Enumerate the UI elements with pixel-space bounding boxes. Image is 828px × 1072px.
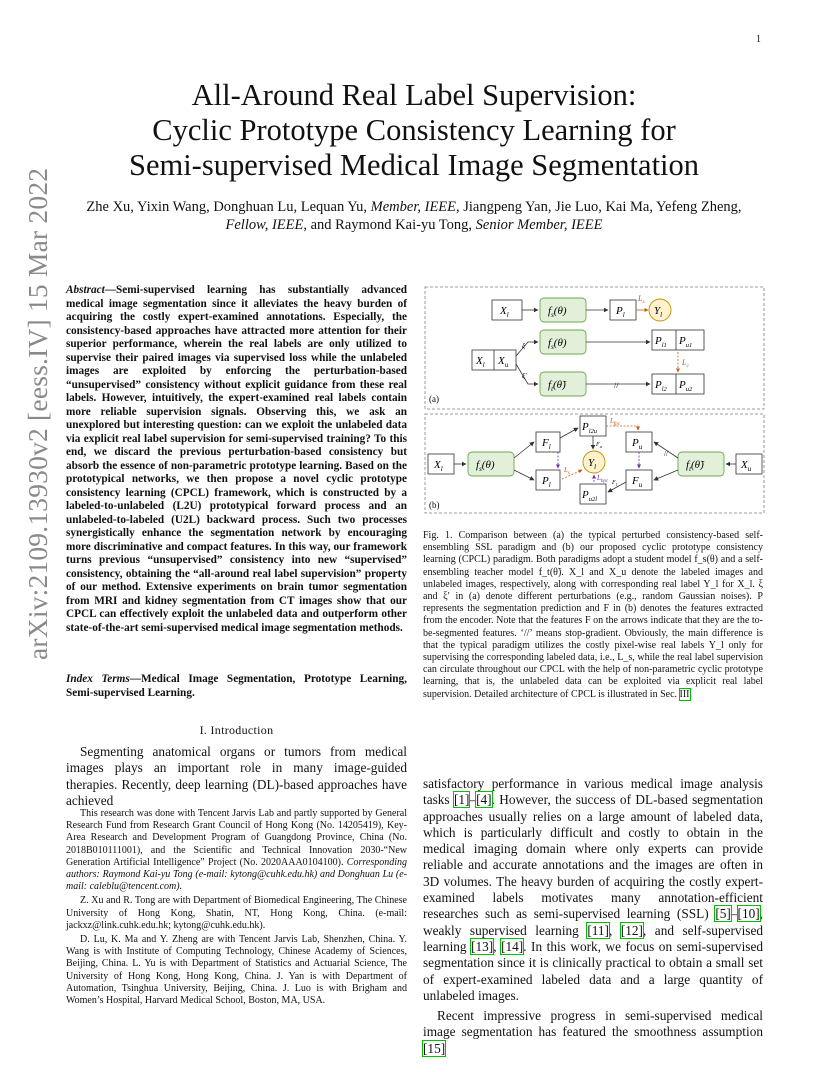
- svg-text:Pu1: $P_{u1}$: [679, 335, 693, 349]
- citation-4[interactable]: [4]: [476, 792, 492, 808]
- footnote-affiliation-1: Z. Xu and R. Tong are with Department of Biomedical Engineering, The Chinese University of Hong Kong, Shatin, NT, Hong Kong, China. (e-mail: jackxz@link.cuhk.edu.hk; kytong@cuhk.edu.hk).: [66, 895, 407, 931]
- svg-text:fs(θ): $f_s(\theta)$: [548, 337, 567, 351]
- caption-text: Fig. 1. Comparison between (a) the typical perturbed consistency-based self-ensembling SSL paradigm and (b) our proposed cyclic prototype consistency learning (CPCL) paradigm. Both paradigms adopt a student model f_s(θ) and a self-ensembling teacher model f_t(θ̃). X_l and X_u denote the labeled images and unlabeled images, respectively, along with corresponding real label Y_l for X_l. ξ and ξ′ in (a) denote different perturbations (e.g., random Gaussian noises). P represents the segmentation prediction and F in (b) denotes the features extracted from the encoder. Note that the features F on the arrows indicate that they are the to-be-segmented features. ‘//’ means stop-gradient. Obviously, the main difference is that the typical paradigm utilizes the costly pixel-wise real labels Y_l only for supervising the corresponding labeled data, i.e., L_s, while the real label supervision can circulate throughout our CPCL with the help of non-parametric cyclic prototype learning, that is, the unlabeled data can be exploited via explicit real label supervision. Detailed architecture of CPCL is illustrated in Sec.: [423, 530, 763, 700]
- author-membership: Member, IEEE: [370, 199, 457, 215]
- svg-text:Xl: $X_l$: [476, 355, 485, 369]
- svg-text:Lbpc: $L_{bpc}$: [597, 474, 609, 484]
- svg-text:Pl2u: $P_{l2u}$: [582, 421, 598, 435]
- abstract-lead: Abstract: [66, 284, 105, 296]
- svg-text:Yl: $Y_l$: [588, 457, 597, 471]
- svg-text:Pl: $P_l$: [616, 305, 625, 319]
- svg-text:Ls: $L_s$: [564, 466, 570, 476]
- index-terms: [66, 673, 407, 700]
- svg-text:ft(θ̃): $f_t(\thetã)$: [686, 459, 704, 473]
- citation-14[interactable]: [14]: [501, 938, 524, 954]
- svg-text:Fl: $F_l$: [612, 480, 617, 487]
- panel-a-frame: [425, 287, 764, 409]
- intro-right-p2: [423, 1008, 763, 1057]
- caption-end: .: [689, 688, 693, 700]
- svg-text:Pl1: $P_{l1}$: [655, 335, 667, 349]
- svg-text:Pl: $P_l$: [542, 475, 551, 489]
- intro-text: , and self-supervised learning: [423, 922, 763, 954]
- intro-text: –: [469, 792, 477, 808]
- svg-text:Xl: $X_l$: [434, 459, 443, 473]
- title-line-3: Semi-supervised Medical Image Segmentation: [128, 148, 700, 182]
- svg-text:fs(θ): $f_s(\theta)$: [476, 459, 495, 473]
- svg-text:Pu2l: $P_{u2l}$: [582, 489, 598, 503]
- svg-text:Fu: $F_u$: [596, 442, 602, 449]
- intro-text: . However, the success of DL-based segmentation approaches usually relies on a large amount of labeled data, which is particularly difficult and costly to obtain in the medical imaging domain where only experts can provide reliable and accurate annotations and the images are often in 3D volumes. The heavy burden of acquiring the costly expert-examined labels motivates many annotation-efficient researches such as semi-supervised learning (SSL): [423, 792, 763, 922]
- intro-text: ,: [493, 938, 502, 954]
- title-line-1: All-Around Real Label Supervision:: [191, 78, 637, 112]
- page-number: 1: [756, 34, 761, 45]
- abstract: [66, 284, 407, 635]
- paper-title: [60, 78, 768, 183]
- intro-text: , weakly supervised learning: [423, 906, 763, 938]
- author-names-3: , and Raymond Kai-yu Tong,: [303, 217, 476, 233]
- svg-text:ξ': ξ': [522, 372, 527, 380]
- svg-text:Lc: $L_c$: [682, 358, 689, 369]
- author-fellow: Fellow, IEEE: [225, 217, 304, 233]
- svg-text:fs(θ): $f_s(\theta)$: [548, 305, 567, 319]
- svg-text:Lfpc: $L_{fpc}$: [610, 417, 621, 427]
- abstract-text: —Semi-supervised learning has substantially advanced medical image segmentation since it alleviates the heavy burden of acquiring the costly expert-examined annotations. Especially, the consistency-based approaches have attracted more attention for their superior performance, wherein the real labels are only utilized to supervise their paired images via supervised loss while the unlabeled images are exploited by enforcing the perturbation-based “unsupervised” consistency without explicit guidance from these real labels. However, intuitively, the expert-examined real labels contain more reliable supervision signals. Observing this, we ask an unexplored but interesting question: can we exploit the unlabeled data via explicit real label supervision for semi-supervised training? To this end, we discard the previous perturbation-based consistency but absorb the essence of non-parametric prototype learning. Based on the prototypical networks, we then propose a novel cyclic prototype consistency learning (CPCL) framework, which is constructed by a labeled-to-unlabeled (L2U) prototypical forward process and an unlabeled-to-labeled (U2L) backward process. Such two processes synergistically enhance the segmentation network by encouraging more discriminative and compact features. In this way, our framework turns previous “unsupervised” consistency into new “supervised” consistency, obtaining the “all-around real label supervision” property of our method. Extensive experiments on brain tumor segmentation from MRI and kidney segmentation from CT images show that our CPCL can effectively exploit the unlabeled data and outperform other state-of-the-art semi-supervised medical image segmentation methods.: [66, 284, 407, 634]
- index-terms-text: —Medical Image Segmentation, Prototype Learning, Semi-supervised Learning.: [66, 673, 407, 699]
- arxiv-stamp-text: arXiv:2109.13930v2 [eess.IV] 15 Mar 2022: [22, 167, 53, 660]
- intro-text: Recent impressive progress in semi-supervised medical image segmentation has featured the smoothness assumption: [423, 1008, 763, 1040]
- title-line-2: Cyclic Prototype Consistency Learning for: [152, 113, 676, 147]
- panel-a: [472, 294, 704, 396]
- author-list: [60, 198, 768, 234]
- section-heading: I. Introduction: [199, 723, 274, 737]
- footnote-funding-text: This research was done with Tencent Jarvis Lab and partly supported by General Research Fund from Research Grant Council of Hong Kong (No. 14205419), Key-Area Research and Development Program of Guangdong Province, China (No. 2018B010111001), and the Scientific and Technical Innovation 2030-“New Generation Artificial Intelligence” Project (No. 2020AAA0104100).: [66, 808, 407, 868]
- svg-text:Xu: $X_u$: [741, 459, 752, 473]
- index-terms-lead: Index Terms: [66, 673, 130, 685]
- intro-paragraph-left: Segmenting anatomical organs or tumors from medical images plays an important role in many image-guided therapies. Recently, deep learning (DL)-based approaches have achieved: [66, 744, 407, 808]
- footnote-corresponding: Corresponding authors: Raymond Kai-yu Tong (e-mail: kytong@cuhk.edu.hk) and Donghuan Lu (e-mail: caleblu@tencent.com).: [66, 856, 407, 893]
- svg-text:ft(θ̃): $f_t(\thetã)$: [548, 379, 566, 393]
- citation-13[interactable]: [13]: [471, 938, 494, 954]
- author-names-1: Zhe Xu, Yixin Wang, Donghuan Lu, Lequan Yu,: [86, 199, 371, 215]
- citation-10[interactable]: [10]: [737, 906, 760, 922]
- citation-11[interactable]: [11]: [587, 922, 609, 938]
- panel-b-label: (b): [429, 500, 440, 510]
- citation-12[interactable]: [12]: [620, 922, 643, 938]
- svg-text:Fl: $F_l$: [542, 437, 551, 451]
- caption-section-ref[interactable]: III: [679, 688, 690, 700]
- svg-text:Pl2: $P_{l2}$: [655, 379, 667, 393]
- intro-text: satisfactory performance in various medical image analysis tasks: [423, 776, 763, 808]
- citation-1[interactable]: [1]: [453, 792, 470, 808]
- footnotes: [66, 808, 407, 1009]
- svg-text:Fu: $F_u$: [632, 475, 643, 489]
- svg-text://: //: [614, 381, 619, 390]
- figure-caption: [423, 530, 763, 701]
- footnote-funding: [66, 808, 407, 893]
- author-senior: Senior Member, IEEE: [475, 217, 603, 233]
- svg-text:Xu: $X_u$: [498, 355, 509, 369]
- svg-text://: //: [664, 450, 668, 458]
- intro-text: ,: [609, 922, 621, 938]
- svg-text:Ls: $L_s$: [638, 294, 645, 305]
- intro-right-p1: [423, 776, 763, 1004]
- author-names-2: , Jiangpeng Yan, Jie Luo, Kai Ma, Yefeng Zheng,: [456, 199, 742, 215]
- svg-text:Pu: $P_u$: [632, 437, 643, 451]
- citation-5[interactable]: [5]: [715, 906, 731, 922]
- intro-paragraph-right: [423, 776, 763, 1057]
- svg-text:Yl: $Y_l$: [654, 305, 663, 319]
- figure-1: [424, 286, 765, 514]
- svg-text:ξ: ξ: [522, 342, 525, 350]
- panel-b: [428, 416, 762, 504]
- intro-text: . In this work, we focus on semi-supervised segmentation since it is clinically practical to obtain a small set of expert-examined labeled data and a large quantity of unlabeled images.: [423, 938, 764, 1003]
- citation-15[interactable]: [15]: [423, 1040, 446, 1056]
- svg-text:Xl: $X_l$: [500, 305, 509, 319]
- svg-text:Pu2: $P_{u2}$: [679, 379, 693, 393]
- footnote-affiliation-2: D. Lu, K. Ma and Y. Zheng are with Tencent Jarvis Lab, Shenzhen, China. Y. Wang is with Institute of Computing Technology, Chinese Academy of Sciences, Beijing, China. L. Yu is with Department of Statistics and Actuarial Science, The University of Hong Kong, Hong Kong, China. J. Yan is with Department of Automation, Tsinghua University, Beijing, China. J. Luo is with Brigham and Women’s Hospital, Harvard Medical School, Boston, MA, USA.: [66, 934, 407, 1007]
- intro-text: –: [730, 906, 738, 922]
- panel-a-label: (a): [429, 394, 439, 404]
